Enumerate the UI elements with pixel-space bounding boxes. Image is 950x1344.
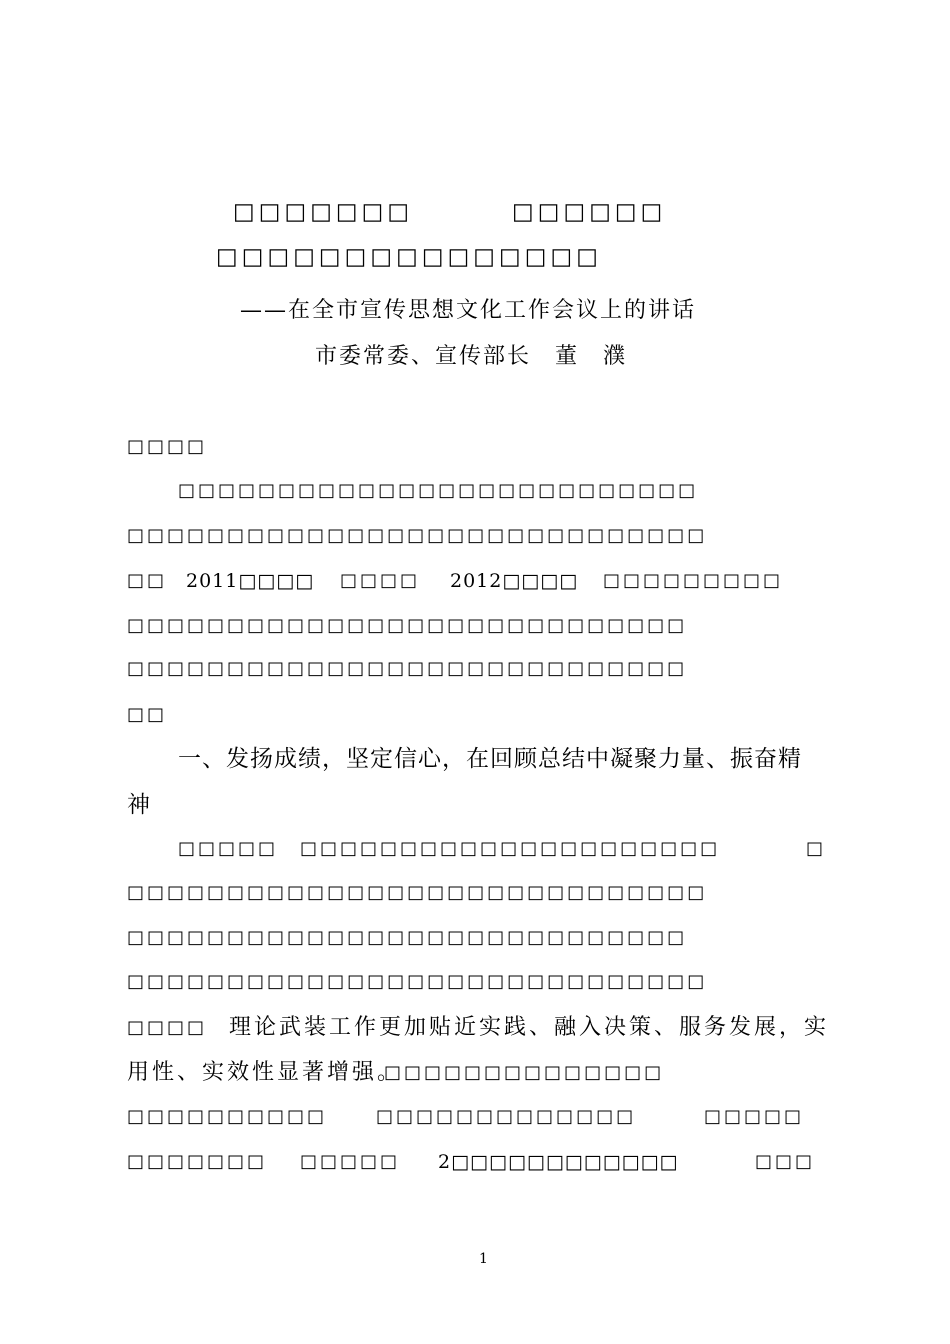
intro-line-3-a: □□ — [127, 570, 168, 591]
salutation: □□□□ — [127, 436, 208, 457]
intro-line-3-e: □□□□□□□□□ — [603, 570, 784, 591]
section-line-6-b: □□□□□□□□□□□□□□ — [384, 1062, 665, 1083]
intro-line-5: □□□□□□□□□□□□□□□□□□□□□□□□□□□□ — [127, 658, 688, 679]
section-line-1-c: □ — [806, 838, 827, 859]
intro-line-2: □□□□□□□□□□□□□□□□□□□□□□□□□□□□□ — [127, 525, 708, 546]
intro-line-6: □□ — [127, 704, 168, 725]
section-line-1-b: □□□□□□□□□□□□□□□□□□□□□ — [300, 838, 721, 859]
intro-line-3-b: 2011□□□□ — [186, 570, 315, 592]
section-line-8-b: □□□□□ — [300, 1151, 401, 1172]
title-line-2: □□□□□□□□□□□□□□□ — [216, 243, 602, 270]
section-line-8-a: □□□□□□□ — [127, 1151, 268, 1172]
page-number: 1 — [479, 1251, 488, 1267]
section-line-4: □□□□□□□□□□□□□□□□□□□□□□□□□□□□□ — [127, 971, 708, 992]
intro-line-3-c: □□□□ — [340, 570, 421, 591]
section-line-2: □□□□□□□□□□□□□□□□□□□□□□□□□□□□□ — [127, 882, 708, 903]
section-line-6-a: 用性、实效性显著增强。 — [127, 1060, 403, 1085]
section-line-7-c: □□□□□ — [704, 1106, 805, 1127]
subtitle: ——在全市宣传思想文化工作会议上的讲话 — [240, 298, 697, 323]
intro-line-1: □□□□□□□□□□□□□□□□□□□□□□□□□□ — [178, 480, 699, 501]
section-line-3: □□□□□□□□□□□□□□□□□□□□□□□□□□□□ — [127, 927, 688, 948]
section-line-8-d: □□□ — [755, 1151, 816, 1172]
section-line-7-b: □□□□□□□□□□□□□ — [376, 1106, 637, 1127]
intro-line-4: □□□□□□□□□□□□□□□□□□□□□□□□□□□□ — [127, 615, 688, 636]
title-part-2: □□□□□□ — [512, 198, 667, 225]
section-line-5-b: 理论武装工作更加贴近实践、融入决策、服务发展，实 — [229, 1015, 830, 1040]
title-part-1: □□□□□□□ — [233, 198, 414, 225]
section-line-1-a: □□□□□ — [178, 838, 279, 859]
section-line-5-a: □□□□ — [127, 1017, 208, 1038]
intro-line-3-d: 2012□□□□ — [450, 570, 579, 592]
section-heading-line-2: 神 — [127, 792, 151, 818]
section-heading-line-1: 一、发扬成绩，坚定信心，在回顾总结中凝聚力量、振奋精 — [178, 746, 802, 772]
section-line-7-a: □□□□□□□□□□ — [127, 1106, 328, 1127]
author-line: 市委常委、宣传部长 董 濮 — [315, 344, 628, 369]
section-line-8-c: 2□□□□□□□□□□□□ — [438, 1151, 679, 1173]
